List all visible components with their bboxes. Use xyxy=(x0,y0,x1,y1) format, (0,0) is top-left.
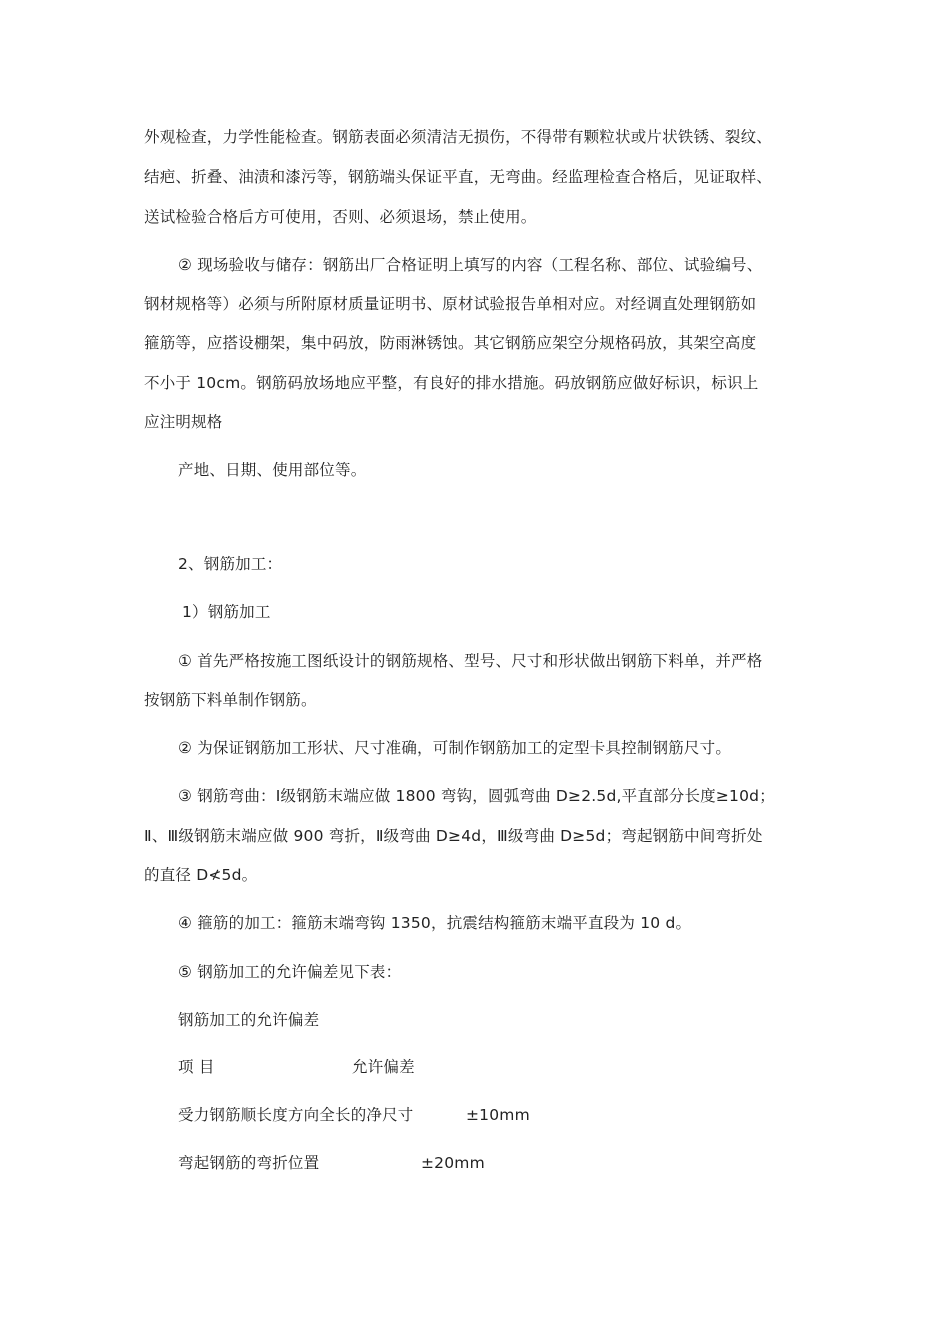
paragraph-line: ③ 钢筋弯曲：Ⅰ级钢筋末端应做 1800 弯钩，圆弧弯曲 D≥2.5d,平直部分长度≥10d； xyxy=(178,787,775,805)
paragraph-line: ② 现场验收与储存：钢筋出厂合格证明上填写的内容（工程名称、部位、试验编号、 xyxy=(178,256,763,274)
paragraph-line: ④ 箍筋的加工：箍筋末端弯钩 1350，抗震结构箍筋末端平直段为 10 d。 xyxy=(178,914,692,932)
table-row xyxy=(178,1152,678,1174)
paragraph-line: 应注明规格 xyxy=(144,413,223,431)
table-header-cell: 项 目 xyxy=(178,1058,215,1076)
table-cell: 受力钢筋顺长度方向全长的净尺寸 xyxy=(178,1106,414,1124)
table-title: 钢筋加工的允许偏差 xyxy=(178,1011,320,1029)
paragraph-line: ① 首先严格按施工图纸设计的钢筋规格、型号、尺寸和形状做出钢筋下料单，并严格 xyxy=(178,652,763,670)
subsection-heading: 1）钢筋加工 xyxy=(182,603,271,621)
paragraph-line: Ⅱ、Ⅲ级钢筋末端应做 900 弯折，Ⅱ级弯曲 D≥4d，Ⅲ级弯曲 D≥5d；弯起钢筋中间弯折处 xyxy=(144,827,763,845)
section-heading: 2、钢筋加工： xyxy=(178,555,283,573)
table-cell: 弯起钢筋的弯折位置 xyxy=(178,1154,320,1172)
paragraph-line: 不小于 10cm。钢筋码放场地应平整，有良好的排水措施。码放钢筋应做好标识，标识上 xyxy=(144,374,759,392)
paragraph-line: ② 为保证钢筋加工形状、尺寸准确，可制作钢筋加工的定型卡具控制钢筋尺寸。 xyxy=(178,739,732,757)
paragraph-line: 按钢筋下料单制作钢筋。 xyxy=(144,691,317,709)
table-cell: ±20mm xyxy=(421,1154,485,1172)
table-cell: ±10mm xyxy=(466,1106,530,1124)
paragraph-line: 箍筋等，应搭设棚架，集中码放，防雨淋锈蚀。其它钢筋应架空分规格码放，其架空高度 xyxy=(144,334,757,352)
table-header-row xyxy=(178,1056,678,1078)
paragraph-line: 产地、日期、使用部位等。 xyxy=(178,461,367,479)
paragraph-line: 外观检查，力学性能检查。钢筋表面必须清洁无损伤，不得带有颗粒状或片状铁锈、裂纹、 xyxy=(144,128,773,146)
paragraph-line: 的直径 D≮5d。 xyxy=(144,866,258,884)
paragraph-line: 结疤、折叠、油渍和漆污等，钢筋端头保证平直，无弯曲。经监理检查合格后，见证取样、 xyxy=(144,168,773,186)
paragraph-line: ⑤ 钢筋加工的允许偏差见下表： xyxy=(178,963,402,981)
paragraph-line: 送试检验合格后方可使用，否则、必须退场，禁止使用。 xyxy=(144,208,537,226)
table-row xyxy=(178,1104,678,1126)
paragraph-line: 钢材规格等）必须与所附原材质量证明书、原材试验报告单相对应。对经调直处理钢筋如 xyxy=(144,295,757,313)
table-header-cell: 允许偏差 xyxy=(352,1058,415,1076)
